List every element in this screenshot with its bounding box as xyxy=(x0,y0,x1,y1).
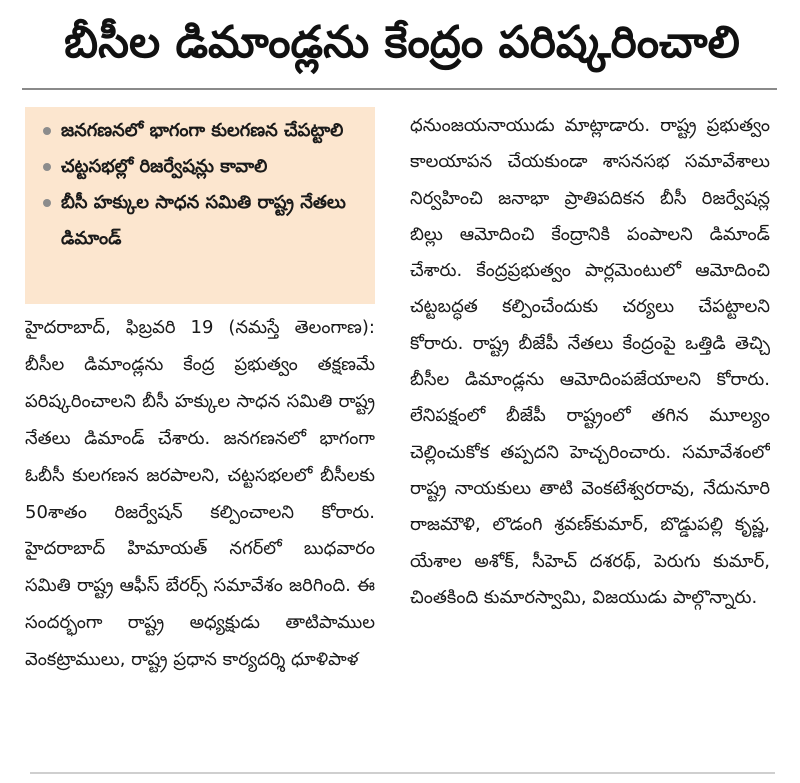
highlights-list xyxy=(41,113,365,257)
highlight-text: జనగణనలో భాగంగా కులగణన చేపట్టాలి xyxy=(61,120,344,141)
bottom-divider xyxy=(30,772,775,774)
bullet-icon xyxy=(43,127,51,135)
headline: బీసీల డిమాండ్లను కేంద్రం పరిష్కరించాలి xyxy=(64,17,740,68)
highlights-box xyxy=(25,107,375,304)
bullet-icon xyxy=(43,163,51,171)
article-body-right-column: ధనుంజయనాయుడు మాట్లాడారు. రాష్ట్ర ప్రభుత్వం కాలయాపన చేయకుండా శాసనసభ సమావేశాలు నిర్వహించి జనాభా ప్రాతిపదికన బీసీ రిజర్వేషన్ల బిల్లు ఆమోదించి కేంద్రానికి పంపాలని డిమాండ్ చేశారు. కేంద్రప్రభుత్వం పార్లమెంటులో ఆమోదించి చట్టబద్ధత కల్పించేందుకు చర్యలు చేపట్టాలని కోరారు. రాష్ట్ర బీజేపీ నేతలు కేంద్రంపై ఒత్తిడి తెచ్చి బీసీల డిమాండ్లను ఆమోదింపజేయాలని కోరారు. లేనిపక్షంలో బీజేపీ రాష్ట్రంలో తగిన మూల్యం చెల్లించుకోక తప్పదని హెచ్చరించారు. సమావేశంలో రాష్ట్ర నాయకులు తాటి వెంకటేశ్వరరావు, నేదునూరి రాజమౌళి, లొడంగి శ్రవణ్‌కుమార్, బొడ్డుపల్లి కృష్ణ, యేశాల అశోక్, సీహెచ్ దశరథ్, పెరుగు కుమార్, చింతకింది కుమారస్వామి, విజయుడు పాల్గొన్నారు. xyxy=(410,115,770,608)
article-body-left-column: హైదరాబాద్, ఫిబ్రవరి 19 (నమస్తే తెలంగాణ): బీసీల డిమాండ్లను కేంద్ర ప్రభుత్వం తక్షణమే పరిష్కరించాలని బీసీ హక్కుల సాధన సమితి రాష్ట్ర నేతలు డిమాండ్ చేశారు. జనగణనలో భాగంగా ఓబీసీ కులగణన జరపాలని, చట్టసభలలో బీసీలకు 50శాతం రిజర్వేషన్ కల్పించాలని కోరారు. హైదరాబాద్ హిమాయత్ నగర్‌లో బుధవారం సమితి రాష్ట్ర ఆఫీస్ బేరర్స్ సమావేశం జరిగింది. ఈ సందర్భంగా రాష్ట్ర అధ్యక్షుడు తాటిపాముల వెంకట్రాములు, రాష్ట్ర ప్రధాన కార్యదర్శి ధూళిపాళ xyxy=(25,317,375,671)
highlight-item xyxy=(41,185,365,257)
highlight-text: చట్టసభల్లో రిజర్వేషన్లు కావాలి xyxy=(61,156,268,177)
highlight-item xyxy=(41,113,365,149)
highlight-item xyxy=(41,149,365,185)
bullet-icon xyxy=(43,199,51,207)
headline-divider xyxy=(22,88,777,90)
highlight-text: బీసీ హక్కుల సాధన సమితి రాష్ట్ర నేతలు డిమాండ్ xyxy=(61,192,346,249)
